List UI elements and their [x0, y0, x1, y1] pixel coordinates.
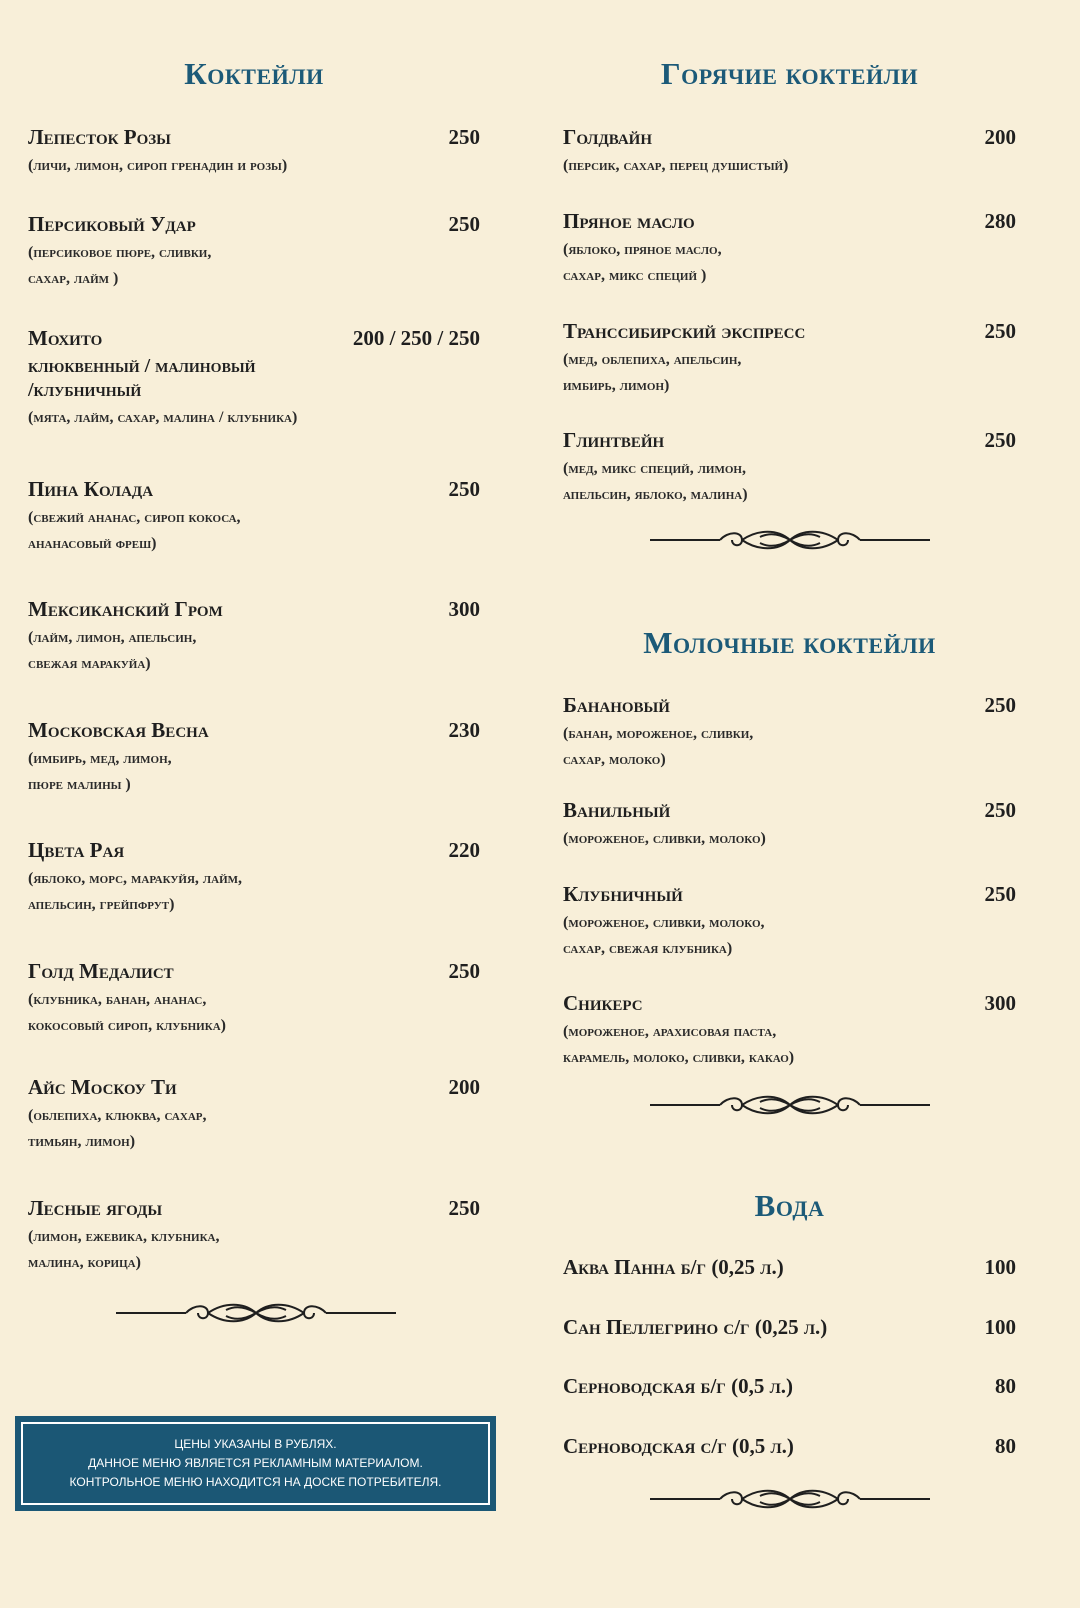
item-name: Московская Весна	[28, 718, 209, 742]
item-price: 220	[448, 838, 480, 862]
item-name: Серноводская с/г (0,5 л.)	[563, 1434, 794, 1458]
item-desc: (мед, микс специй, лимон, апельсин, яблоко, малина)	[563, 460, 748, 503]
flourish-divider-icon	[116, 1298, 396, 1328]
menu-item	[28, 211, 480, 292]
item-desc: (банан, мороженое, сливки, сахар, молоко)	[563, 725, 754, 768]
item-price: 200	[984, 125, 1016, 149]
hot-cocktails-title: Горячие коктейли	[660, 56, 919, 91]
item-name: Цвета Рая	[28, 838, 125, 862]
item-desc: (яблоко, пряное масло, сахар, микс специй )	[563, 241, 722, 284]
notice-line: ДАННОЕ МЕНЮ ЯВЛЯЕТСЯ РЕКЛАМНЫМ МАТЕРИАЛОМ.	[88, 1456, 423, 1470]
flourish-divider-icon	[650, 525, 930, 555]
menu-item	[563, 208, 1016, 289]
item-desc: (мороженое, сливки, молоко, сахар, свежая клубника)	[563, 914, 765, 957]
item-price: 250	[448, 477, 480, 501]
flourish-divider-icon	[650, 1484, 930, 1514]
item-price: 280	[984, 209, 1016, 233]
menu-item	[563, 427, 1016, 508]
item-name: Пряное масло	[563, 209, 695, 233]
item-price: 300	[984, 991, 1016, 1015]
item-price: 200	[448, 1075, 480, 1099]
item-desc: (лимон, ежевика, клубника, малина, корица)	[28, 1228, 220, 1271]
item-name: Мексиканский Гром	[28, 597, 223, 621]
water-item	[563, 1315, 1016, 1340]
price-notice	[15, 1416, 496, 1511]
menu-item	[28, 124, 480, 179]
item-name: Аква Панна б/г (0,25 л.)	[563, 1255, 784, 1279]
item-price: 100	[984, 1315, 1016, 1339]
menu-item	[563, 881, 1016, 962]
item-price: 250	[448, 959, 480, 983]
item-name: Глинтвейн	[563, 428, 665, 452]
menu-item	[563, 124, 1016, 179]
item-desc: (имбирь, мед, лимон, пюре малины )	[28, 750, 172, 793]
item-price: 100	[984, 1255, 1016, 1279]
notice-line: ЦЕНЫ УКАЗАНЫ В РУБЛЯХ.	[174, 1437, 337, 1451]
menu-item	[28, 717, 480, 798]
item-desc: (мята, лайм, сахар, малина / клубника)	[28, 409, 298, 426]
menu-item	[28, 837, 480, 918]
menu-item	[28, 325, 480, 431]
item-name: Банановый	[563, 693, 670, 717]
item-price: 300	[448, 597, 480, 621]
menu-item	[28, 476, 480, 557]
item-name: Мохито	[28, 326, 103, 350]
water-item	[563, 1255, 1016, 1280]
item-name: Лесные ягоды	[28, 1196, 163, 1220]
notice-line: КОНТРОЛЬНОЕ МЕНЮ НАХОДИТСЯ НА ДОСКЕ ПОТРЕБИТЕЛЯ.	[69, 1475, 442, 1489]
item-desc: (мороженое, арахисовая паста, карамель, молоко, сливки, какао)	[563, 1023, 795, 1066]
water-item	[563, 1374, 1016, 1399]
item-name: Ванильный	[563, 798, 671, 822]
item-price: 250	[984, 319, 1016, 343]
item-price: 80	[995, 1434, 1016, 1458]
item-name: Серноводская б/г (0,5 л.)	[563, 1374, 793, 1398]
item-name: Лепесток Розы	[28, 125, 171, 149]
menu-item	[563, 797, 1016, 852]
item-desc: (облепиха, клюква, сахар, тимьян, лимон)	[28, 1107, 207, 1150]
menu-item	[563, 990, 1016, 1071]
item-price: 250	[448, 1196, 480, 1220]
item-desc: (мороженое, сливки, молоко)	[563, 830, 766, 847]
menu-item	[563, 692, 1016, 773]
item-name: Айс Москоу Ти	[28, 1075, 177, 1099]
item-price: 250	[984, 693, 1016, 717]
item-variant: клюквенный / малиновый /клубничный	[28, 355, 256, 401]
water-title: Вода	[754, 1188, 825, 1223]
item-name: Сан Пеллегрино с/г (0,25 л.)	[563, 1315, 828, 1339]
item-price: 200 / 250 / 250	[352, 326, 480, 350]
item-desc: (мед, облепиха, апельсин, имбирь, лимон)	[563, 351, 742, 394]
water-item	[563, 1434, 1016, 1459]
item-price: 230	[448, 718, 480, 742]
menu-item	[28, 958, 480, 1039]
flourish-divider-icon	[650, 1090, 930, 1120]
item-price: 250	[984, 798, 1016, 822]
item-price: 250	[448, 125, 480, 149]
cocktails-title: Коктейли	[184, 56, 324, 91]
item-price: 250	[984, 882, 1016, 906]
item-desc: (яблоко, морс, маракуйя, лайм, апельсин, грейпфрут)	[28, 870, 243, 913]
item-desc: (личи, лимон, сироп гренадин и розы)	[28, 157, 288, 174]
item-name: Клубничный	[563, 882, 683, 906]
item-desc: (клубника, банан, ананас, кокосовый сироп, клубника)	[28, 991, 226, 1034]
menu-item	[563, 318, 1016, 399]
item-desc: (свежий ананас, сироп кокоса, ананасовый фреш)	[28, 509, 241, 552]
item-price: 80	[995, 1374, 1016, 1398]
item-price: 250	[448, 212, 480, 236]
item-price: 250	[984, 428, 1016, 452]
item-desc: (лайм, лимон, апельсин, свежая маракуйа)	[28, 629, 197, 672]
milk-cocktails-title: Молочные коктейли	[643, 625, 936, 660]
item-name: Сникерс	[563, 991, 643, 1015]
menu-item	[28, 1074, 480, 1155]
item-desc: (персик, сахар, перец душистый)	[563, 157, 789, 174]
menu-item	[28, 596, 480, 677]
item-desc: (персиковое пюре, сливки, сахар, лайм )	[28, 244, 212, 287]
item-name: Голд Медалист	[28, 959, 174, 983]
menu-item	[28, 1195, 480, 1276]
item-name: Транссибирский экспресс	[563, 319, 806, 343]
price-notice-frame	[21, 1422, 490, 1505]
item-name: Голдвайн	[563, 125, 653, 149]
item-name: Персиковый Удар	[28, 212, 196, 236]
item-name: Пина Колада	[28, 477, 154, 501]
